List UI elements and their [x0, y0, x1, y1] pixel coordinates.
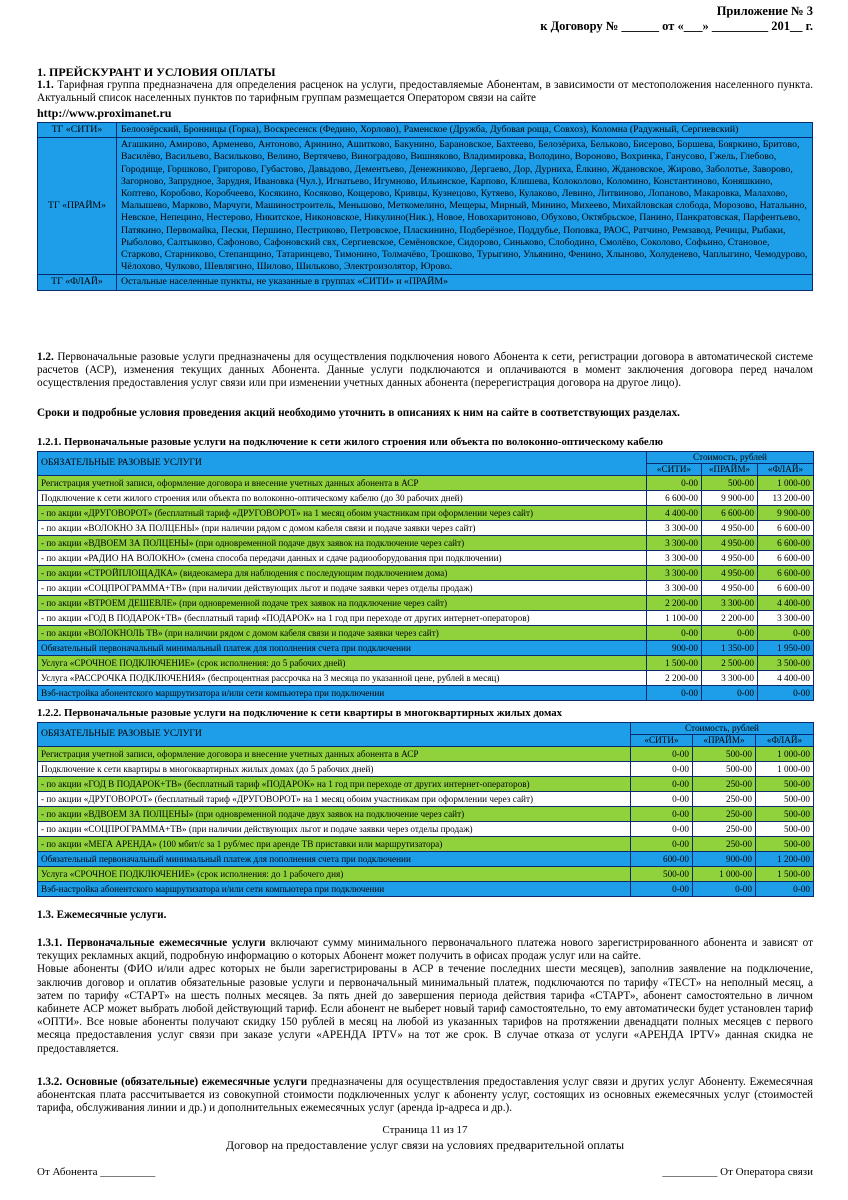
table-row: [38, 671, 814, 686]
service-name: - по акции «ВОЛОКНО ЗА ПОЛЦЕНЫ» (при наличии рядом с домом кабеля связи и подаче заявки через сайт): [38, 521, 647, 536]
service-name: - по акции «ДРУГОВОРОТ» (бесплатный тариф «ДРУГОВОРОТ» на 1 месяц обоим участникам при оформлении через сайт): [38, 792, 631, 807]
paragraph-1-1: [37, 79, 813, 105]
column-header: «СИТИ»: [631, 735, 693, 747]
price-cell: 6 600-00: [758, 521, 814, 536]
price-cell: 4 950-00: [702, 581, 758, 596]
tariff-group-cities: Остальные населенные пункты, не указанные в группах «СИТИ» и «ПРАЙМ»: [117, 275, 813, 290]
price-cell: 13 200-00: [758, 491, 814, 506]
tariff-group-row: [38, 138, 813, 275]
table-row: [38, 807, 814, 822]
table-row: [38, 747, 814, 762]
price-cell: 0-00: [758, 686, 814, 701]
services-table-house: [37, 451, 814, 701]
price-cell: 1 350-00: [702, 641, 758, 656]
price-cell: 9 900-00: [758, 506, 814, 521]
table-row: [38, 566, 814, 581]
price-cell: 4 950-00: [702, 536, 758, 551]
table-row: [38, 476, 814, 491]
service-name: Регистрация учетной записи, оформление договора и внесение учетных данных абонента в АСР: [38, 476, 647, 491]
price-cell: 0-00: [702, 686, 758, 701]
price-cell: 0-00: [758, 626, 814, 641]
price-cell: 3 300-00: [647, 521, 702, 536]
column-header: «ПРАЙМ»: [693, 735, 756, 747]
price-cell: 900-00: [647, 641, 702, 656]
price-cell: 500-00: [693, 747, 756, 762]
price-cell: 3 300-00: [647, 566, 702, 581]
table-header-label: ОБЯЗАТЕЛЬНЫЕ РАЗОВЫЕ УСЛУГИ: [38, 452, 647, 476]
price-cell: 6 600-00: [702, 506, 758, 521]
annex-title: Приложение № 3: [716, 4, 813, 18]
tariff-group-cities: Белоозёрский, Бронницы (Горка), Воскресенск (Федино, Хорлово), Раменское (Дружба, Дубовая роща, Совхоз), Коломна (Радужный, Сергиевский): [117, 123, 813, 138]
price-cell: 2 200-00: [702, 611, 758, 626]
price-cell: 500-00: [756, 792, 814, 807]
service-name: - по акции «ВТРОЕМ ДЕШЕВЛЕ» (при одновременной подаче трех заявок на подключение через сайт): [38, 596, 647, 611]
paragraph-number: 1.1.: [37, 79, 54, 91]
service-name: Обязательный первоначальный минимальный платеж для пополнения счета при подключении: [38, 641, 647, 656]
service-name: Подключение к сети квартиры в многоквартирных жилых домах (до 5 рабочих дней): [38, 762, 631, 777]
price-cell: 6 600-00: [758, 581, 814, 596]
price-cell: 4 400-00: [758, 671, 814, 686]
price-cell: 6 600-00: [758, 566, 814, 581]
paragraph-bold: 1.3.2. Основные (обязательные) ежемесячные услуги: [37, 1076, 308, 1088]
table-row: [38, 491, 814, 506]
service-name: - по акции «ДРУГОВОРОТ» (бесплатный тариф «ДРУГОВОРОТ» на 1 месяц обоим участникам при оформлении через сайт): [38, 506, 647, 521]
table-header-cost: Стоимость, рублей: [631, 723, 814, 735]
contract-ref: к Договору № ______ от «___» _________ 201__ г.: [540, 19, 813, 33]
price-cell: 4 400-00: [647, 506, 702, 521]
service-name: - по акции «СТРОЙПЛОЩАДКА» (видеокамера для наблюдения с последующим подключением дома): [38, 566, 647, 581]
service-name: Вэб-настройка абонентского маршрутизатора и/или сети компьютера при подключении: [38, 686, 647, 701]
document-title: Договор на предоставление услуг связи на условиях предварительной оплаты: [225, 1138, 625, 1152]
price-cell: 0-00: [631, 807, 693, 822]
table-row: [38, 581, 814, 596]
paragraph-bold: 1.3.1. Первоначальные ежемесячные услуги: [37, 937, 266, 949]
table-row: [38, 656, 814, 671]
table-row: [38, 596, 814, 611]
price-cell: 500-00: [756, 807, 814, 822]
price-cell: 1 000-00: [758, 476, 814, 491]
tariff-group-name: ТГ «ФЛАЙ»: [38, 275, 117, 290]
table-row: [38, 882, 814, 897]
price-cell: 500-00: [756, 777, 814, 792]
price-cell: 500-00: [702, 476, 758, 491]
table-row: [38, 611, 814, 626]
table-header-cost: Стоимость, рублей: [647, 452, 814, 464]
tariff-groups-table: [37, 122, 813, 291]
price-cell: 4 950-00: [702, 566, 758, 581]
price-cell: 1 000-00: [693, 867, 756, 882]
price-cell: 6 600-00: [758, 551, 814, 566]
tariff-group-name: ТГ «СИТИ»: [38, 123, 117, 138]
paragraph-1-3-1: [37, 937, 813, 1056]
price-cell: 250-00: [693, 792, 756, 807]
price-cell: 2 500-00: [702, 656, 758, 671]
promo-note: Сроки и подробные условия проведения акций необходимо уточнить в описаниях к ним на сайте в соответствующих разделах.: [37, 407, 680, 419]
services-table-apartment: [37, 722, 814, 897]
paragraph-text: Тарифная группа предназначена для определения расценок на услуги, предоставляемые Абонентам, в зависимости от местоположения населенного пункта. Актуальный список населенных пунктов по тарифным группам размещается Оператором связи на сайте: [37, 79, 813, 105]
price-cell: 600-00: [631, 852, 693, 867]
price-cell: 250-00: [693, 837, 756, 852]
service-name: Услуга «СРОЧНОЕ ПОДКЛЮЧЕНИЕ» (срок исполнения: до 1 рабочего дня): [38, 867, 631, 882]
price-cell: 250-00: [693, 807, 756, 822]
table-row: [38, 792, 814, 807]
service-name: - по акции «ГОД В ПОДАРОК+ТВ» (бесплатный тариф «ПОДАРОК» на 1 год при переходе от других интернет-операторов): [38, 611, 647, 626]
paragraph-text: Первоначальные разовые услуги предназначены для осуществления подключения нового Абонента к сети, регистрации договора в автоматической системе расчетов (АСР), изменения текущих данных Абонента. Данные услуги подключаются и оплачиваются в момент заключения договора перед началом осуществления предоставления услуг связи или при изменении учетных данных абонента (перерегистрация договора на другое лицо).: [37, 351, 813, 390]
price-cell: 0-00: [647, 686, 702, 701]
tariff-group-row: [38, 123, 813, 138]
price-cell: 1 000-00: [756, 762, 814, 777]
section-title: 1. ПРЕЙСКУРАНТ И УСЛОВИЯ ОПЛАТЫ: [37, 65, 276, 79]
paragraph-text: предназначены для осуществления предоставления услуг связи и других услуг Абоненту. Ежемесячная абонентская плата рассчитывается из совокупной стоимости подключенных услуг к абоненту услуг, состоящих из основных ежемесячных услуг (стоимостей тарифа, обслуживания линии и др.) и дополнительных ежемесячных услуг (аренда ip-адреса и др.).: [37, 1076, 813, 1115]
operator-signature: __________ От Оператора связи: [662, 1166, 813, 1178]
paragraph-1-3-2: [37, 1076, 813, 1116]
tariff-group-cities: Агашкино, Амирово, Арменево, Антоново, Аринино, Ашитково, Бакунино, Барановское, Бахтеево, Белозёриха, Бельково, Бисерово, Боршева, Бояркино, Бритово, Василёво, Васильево, Васильково, Велино, Вертячево, Виноградово, Вишняково, Владимировка, Володино, Вороново, Вохринка, Ганусово, Гжель, Глебово, Городище, Горшково, Григорово, Губастово, Давыдово, Дементьево, Денежниково, Дергаево, Дор, Дурниха, Ёлкино, Ждановское, Жирово, Заболотье, Заворово, Загорново, Запрудное, Зарудня, Ивановка (Чул.), Игнатьево, Игумново, Ильинское, Карпово, Клишева, Колоколово, Коломино, Константиново, Коняшкино, Коптево, Коробово, Коробчеево, Косякино, Косяково, Кощерово, Кривцы, Кузнецово, Кутяево, Кулаково, Левино, Литвиново, Лопаново, Макаровка, Малахово, Малышево, Марково, Марчуги, Машиностроитель, Меньшово, Меткомелино, Мещеры, Мирный, Минино, Михеево, Михайловская слобода, Морозово, Натальино, Невское, Непецино, Нестерово, Никитское, Никоновское, Никулино(Ник.), Новое, Новохаритоново, Обухово, Октябрьское, Панино, Панкратовская, Парфентьево, Патякино, Первомайка, Пески, Першино, Пестриково, Петровское, Пласкинино, Подберёзное, Поддубье, Поповка, РАОС, Ратчино, Ремзавод, Речицы, Рыбаки, Рыболово, Салтыково, Сафоново, Сафоновский свх, Сергиевское, Семёновское, Сидорово, Синьково, Слободино, Смолёво, Соколово, Софьино, Становое, Старково, Старниково, Степанщино, Татаринцево, Тимонино, Толмачёво, Трошково, Турыгино, Ульянино, Фенино, Хлыново, Холуденево, Чаплыгино, Чемодурово, Чёлохово, Чулково, Шевлягино, Шилово, Шильково, Электроизолятор, Юрово.: [117, 138, 813, 275]
paragraph-1-2: [37, 351, 813, 391]
price-cell: 0-00: [631, 792, 693, 807]
service-name: Подключение к сети жилого строения или объекта по волоконно-оптическому кабелю (до 30 рабочих дней): [38, 491, 647, 506]
price-cell: 500-00: [693, 762, 756, 777]
price-cell: 2 200-00: [647, 596, 702, 611]
service-name: - по акции «ВДВОЕМ ЗА ПОЛЦЕНЫ» (при одновременной подаче двух заявок на подключение через сайт): [38, 536, 647, 551]
service-name: Услуга «СРОЧНОЕ ПОДКЛЮЧЕНИЕ» (срок исполнения: до 5 рабочих дней): [38, 656, 647, 671]
table-row: [38, 852, 814, 867]
table1-title: 1.2.1. Первоначальные разовые услуги на подключение к сети жилого строения или объекта по волоконно-оптическому кабелю: [37, 436, 663, 448]
service-name: - по акции «СОЦПРОГРАММА+ТВ» (при наличии действующих льгот и подаче заявки через отделы продаж): [38, 822, 631, 837]
service-name: - по акции «РАДИО НА ВОЛОКНО» (смена способа передачи данных и сдаче радиооборудования при подключении): [38, 551, 647, 566]
paragraph-number: 1.2.: [37, 351, 54, 363]
price-cell: 250-00: [693, 777, 756, 792]
section-1-3-title: 1.3. Ежемесячные услуги.: [37, 909, 167, 921]
service-name: - по акции «ВОЛОКНОЛЬ ТВ» (при наличии рядом с домом кабеля связи и подаче заявки через сайт): [38, 626, 647, 641]
paragraph-text: включают сумму минимального первоначального платежа нового зарегистрированного абонента и зависят от текущих рекламных акций, подробную информацию о которых Абонент может получить в офисах продаж услуг или на сайте.: [37, 937, 813, 963]
table-row: [38, 867, 814, 882]
price-cell: 1 200-00: [756, 852, 814, 867]
annex-header: [540, 4, 813, 34]
service-name: Вэб-настройка абонентского маршрутизатора и/или сети компьютера при подключении: [38, 882, 631, 897]
table-row: [38, 686, 814, 701]
price-cell: 0-00: [631, 837, 693, 852]
price-cell: 3 300-00: [647, 581, 702, 596]
price-cell: 3 300-00: [647, 536, 702, 551]
price-cell: 0-00: [647, 626, 702, 641]
table-row: [38, 521, 814, 536]
price-cell: 3 300-00: [647, 551, 702, 566]
price-cell: 0-00: [702, 626, 758, 641]
column-header: «ФЛАЙ»: [756, 735, 814, 747]
price-cell: 0-00: [693, 882, 756, 897]
price-cell: 6 600-00: [758, 536, 814, 551]
table-row: [38, 822, 814, 837]
price-cell: 0-00: [631, 822, 693, 837]
tariff-group-name: ТГ «ПРАЙМ»: [38, 138, 117, 275]
price-cell: 500-00: [631, 867, 693, 882]
price-cell: 6 600-00: [647, 491, 702, 506]
table-row: [38, 777, 814, 792]
column-header: «ФЛАЙ»: [758, 464, 814, 476]
price-cell: 3 500-00: [758, 656, 814, 671]
column-header: «ПРАЙМ»: [702, 464, 758, 476]
table-row: [38, 626, 814, 641]
table-row: [38, 837, 814, 852]
service-name: - по акции «ВДВОЕМ ЗА ПОЛЦЕНЫ» (при одновременной подаче двух заявок на подключение через сайт): [38, 807, 631, 822]
price-cell: 900-00: [693, 852, 756, 867]
subscriber-signature: От Абонента __________: [37, 1166, 156, 1178]
price-cell: 1 950-00: [758, 641, 814, 656]
table-row: [38, 551, 814, 566]
page-number: Страница 11 из 17: [382, 1124, 468, 1136]
table-row: [38, 762, 814, 777]
table2-title: 1.2.2. Первоначальные разовые услуги на подключение к сети квартиры в многоквартирных жилых домах: [37, 707, 563, 719]
price-cell: 3 300-00: [758, 611, 814, 626]
service-name: Услуга «РАССРОЧКА ПОДКЛЮЧЕНИЯ» (беспроцентная рассрочка на 3 месяца по указанной цене, рублей в месяц): [38, 671, 647, 686]
table-row: [38, 536, 814, 551]
price-cell: 2 200-00: [647, 671, 702, 686]
price-cell: 1 000-00: [756, 747, 814, 762]
price-cell: 0-00: [631, 747, 693, 762]
price-cell: 9 900-00: [702, 491, 758, 506]
table-row: [38, 641, 814, 656]
price-cell: 0-00: [631, 777, 693, 792]
tariff-group-row: [38, 275, 813, 290]
price-cell: 0-00: [631, 882, 693, 897]
service-name: - по акции «ГОД В ПОДАРОК+ТВ» (бесплатный тариф «ПОДАРОК» на 1 год при переходе от других интернет-операторов): [38, 777, 631, 792]
service-name: Обязательный первоначальный минимальный платеж для пополнения счета при подключении: [38, 852, 631, 867]
table-header-label: ОБЯЗАТЕЛЬНЫЕ РАЗОВЫЕ УСЛУГИ: [38, 723, 631, 747]
price-cell: 1 100-00: [647, 611, 702, 626]
price-cell: 500-00: [756, 822, 814, 837]
site-link[interactable]: http://www.proximanet.ru: [37, 106, 172, 120]
service-name: - по акции «СОЦПРОГРАММА+ТВ» (при наличии действующих льгот и подаче заявки через отделы продаж): [38, 581, 647, 596]
price-cell: 0-00: [631, 762, 693, 777]
service-name: Регистрация учетной записи, оформление договора и внесение учетных данных абонента в АСР: [38, 747, 631, 762]
price-cell: 500-00: [756, 837, 814, 852]
price-cell: 3 300-00: [702, 596, 758, 611]
column-header: «СИТИ»: [647, 464, 702, 476]
price-cell: 4 400-00: [758, 596, 814, 611]
price-cell: 1 500-00: [647, 656, 702, 671]
service-name: - по акции «МЕГА АРЕНДА» (100 мбит/с за 1 руб/мес при аренде ТВ приставки или маршрутизатора): [38, 837, 631, 852]
price-cell: 1 500-00: [756, 867, 814, 882]
table-row: [38, 506, 814, 521]
price-cell: 3 300-00: [702, 671, 758, 686]
price-cell: 0-00: [756, 882, 814, 897]
price-cell: 0-00: [647, 476, 702, 491]
price-cell: 4 950-00: [702, 551, 758, 566]
paragraph-text: Новые абоненты (ФИО и/или адрес которых не были зарегистрированы в АСР в течение последних шести месяцев), заполнив заявление на подключение, заключив договор и оплатив обязательные разовые услуги и первоначальный минимальный платеж, подключаются по тарифу «ТЕСТ» на неполный месяц, а затем по тарифу «СТАРТ» на шесть полных месяцев. За пять дней до завершения периода действия тарифа «СТАРТ», абонент самостоятельно в личном кабинете АСР может выбрать любой действующий тариф. Если абонент не выберет новый тариф самостоятельно, то ему автоматически будет установлен тариф «ОПТИ». Все новые абоненты получают скидку 150 рублей в месяц на любой из указанных тарифов на протяжении двенадцати полных месяцев с первого месяца предоставления услуг связи при заказе услуги «АРЕНДА IPTV» на тот же срок. В случае отказа от услуги «АРЕНДА IPTV» данная скидка не предоставляется.: [37, 963, 813, 1055]
price-cell: 250-00: [693, 822, 756, 837]
price-cell: 4 950-00: [702, 521, 758, 536]
